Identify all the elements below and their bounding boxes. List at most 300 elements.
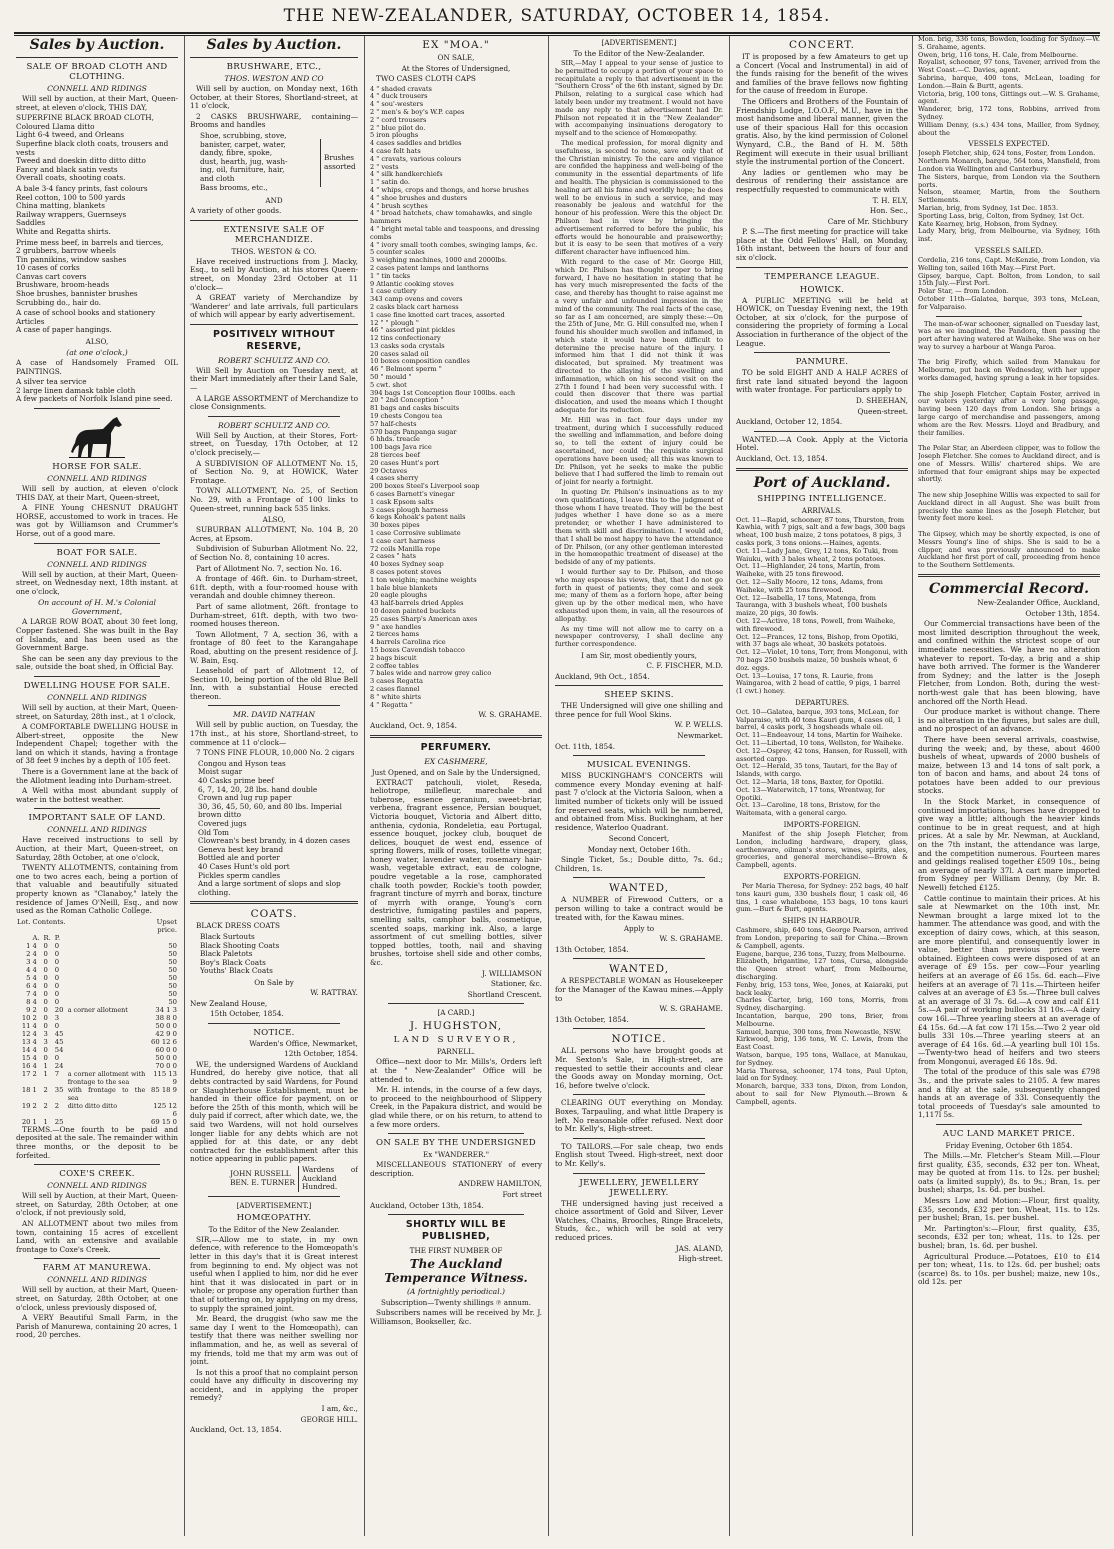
advert-body: Mr. H. intends, in the course of a few days, to proceed to the neighbourhood of Slippery Creek, in the Papakura district, and would be glad while there, or on his return, to attend to a few more orders. bbox=[370, 1085, 542, 1129]
list-item: 30 boxes pipes bbox=[370, 521, 420, 530]
table-cell: 4 bbox=[32, 949, 37, 958]
table-row bbox=[16, 982, 178, 990]
list-item: Black Shooting Coats bbox=[200, 940, 280, 950]
exports-text: Per Maria Theresa, for Sydney: 252 bags, 40 half tons kauri gum, 330 bushels flour, 1 cask oil, 46 tins, 1 case whalebone, 153 bags, 10 tons kauri gum.—Burt & Burt, agents. bbox=[736, 882, 908, 914]
table-cell: 8 bbox=[26, 997, 31, 1006]
table-cell: 10 bbox=[21, 1013, 31, 1022]
advert-date: 13th October, 1854. bbox=[555, 944, 629, 954]
list-item: 4 " duck trousers bbox=[370, 92, 428, 101]
list-item: Clowrean's best brandy, in 4 dozen cases bbox=[198, 836, 350, 846]
divider bbox=[573, 877, 705, 878]
list-item: 1 " satin do. bbox=[370, 178, 411, 187]
divider bbox=[573, 1138, 705, 1139]
divider bbox=[736, 468, 908, 471]
list-item: A silver tea service bbox=[16, 377, 87, 387]
column-rule bbox=[912, 36, 913, 1536]
item-list bbox=[16, 239, 178, 308]
article-body: Our produce market is without change. There is no alteration in the figures, but sales are dull, and no prospect of an advance. bbox=[918, 707, 1100, 734]
table-row bbox=[16, 966, 178, 974]
list-item: 6, 7, 14, 20, 28 lbs. hand double bbox=[198, 784, 318, 794]
table-cell: 2 bbox=[43, 1101, 48, 1110]
table-cell: 13 bbox=[21, 1037, 31, 1046]
table-cell: 0 bbox=[43, 1005, 48, 1014]
list-item: Boy's Black Coats bbox=[200, 957, 266, 967]
table-cell: 25 bbox=[54, 1117, 64, 1126]
advert-body: 2 CASKS BRUSHWARE, containing— Brooms and handles bbox=[190, 111, 358, 130]
advert-body: A FINE Young CHESNUT DRAUGHT HORSE, accustomed to work in traces. He was got by Williamson and Crummer's Horse, out of a good mare. bbox=[16, 503, 178, 538]
onsale-label: On Sale by bbox=[254, 977, 294, 987]
divider bbox=[34, 808, 160, 809]
list-item: Oct. 12—Frances, 12 tons, Bishop, from Opotiki, with 37 bags ale wheat, 30 baskets potatoes. bbox=[736, 632, 899, 649]
advert-intro: Have received instructions to sell by Auction, at their Mart, Queen-street, on Saturday, 28th October, at one o'clock, bbox=[16, 835, 178, 862]
paper-name: The Auckland Temperance Witness. bbox=[384, 1257, 528, 1286]
table-cell: 35 bbox=[54, 1085, 64, 1094]
letter-body: As my time will not allow me to carry on a newspaper controversy, I shall decline any further correspondence. bbox=[555, 624, 723, 649]
list-item: 46 " assorted pint pickles bbox=[370, 326, 456, 335]
divider bbox=[190, 901, 358, 904]
list-item: A case of Handsomely Framed OIL PAINTINGS. bbox=[16, 358, 178, 376]
table-cell: 1 bbox=[43, 1117, 48, 1126]
apply-label: Apply to bbox=[623, 924, 655, 934]
also-time: (at one o'clock,) bbox=[66, 348, 128, 358]
divider bbox=[34, 1258, 160, 1259]
letter-body: SIR,—May I appeal to your sense of justice to be permitted to occupy a portion of your space to recapitulate a reply to that advertisement in the "Southern Cross" of the 6th instant, signed by Dr. Philson, relating to a surgical case which had lately been under my treatment. I would not have made any reply to that advertisement had Dr. Philson not repeated it in the "New Zealander" with accompanying insinuations derogatory to myself and to the science of Homœopathy. bbox=[555, 59, 723, 138]
section-subheader: Friday Evening, October 6th 1854. bbox=[945, 1141, 1073, 1151]
table-cell: 0 bbox=[43, 997, 48, 1006]
table-cell bbox=[67, 966, 147, 974]
table-cell: 0 bbox=[54, 973, 60, 982]
divider bbox=[190, 57, 358, 58]
advert-body: TWENTY ALLOTMENTS, containing from one to two acres each, being a portion of that valuable and beautifully situated property known as "Clanaboy," lately the residence of James O'Neill, Esq., and now used as the Roman Catholic College. bbox=[16, 863, 178, 916]
advert-intro: Will sell by auction, at eleven o'clock THIS DAY, at their Mart, Queen-street, bbox=[16, 484, 178, 502]
list-item: 1 case fine knotted cart traces, assorted bbox=[370, 310, 505, 319]
table-cell: 0 bbox=[54, 965, 60, 974]
list-item: Oct. 12—Sally Moore, 12 tons, Adams, from Waiheke, with 25 tons firewood. bbox=[736, 577, 883, 594]
also-label: ALSO, bbox=[262, 515, 286, 525]
table-cell: 4 bbox=[32, 1061, 37, 1070]
signature: GEORGE HILL. bbox=[300, 1414, 358, 1424]
list-item: 10 dozen painted buckets bbox=[370, 606, 456, 615]
table-cell: 18 bbox=[21, 1085, 31, 1094]
advert-body: BLACK DRESS COATS bbox=[196, 921, 280, 931]
advert-body: A GREAT variety of Merchandize by 'Wanderer' and late arrivals, full particulars of which will appear by early advertisement. bbox=[190, 293, 358, 320]
advert-body: AN ALLOTMENT about two miles from town, containing 15 acres of excellent Land, with an extensive and available frontage to Coxe's Creek. bbox=[16, 1218, 178, 1254]
letter-to: To the Editor of the New Zealander. bbox=[208, 1224, 340, 1234]
advert-body: Part of same allotment, 26ft. frontage to Durham-street, 61ft. depth, with two two-roomed houses thereon. bbox=[190, 601, 358, 629]
advert-howick-allotment bbox=[190, 421, 358, 702]
newspaper-title: THE NEW-ZEALANDER, SATURDAY, OCTOBER 14, 1854. bbox=[283, 6, 831, 26]
advert-title: EXTENSIVE SALE OF MERCHANDIZE. bbox=[223, 224, 325, 245]
table-cell: 34 1 3 bbox=[155, 1005, 177, 1014]
signature-block bbox=[190, 1166, 358, 1192]
table-cell: 1 bbox=[26, 941, 31, 950]
advert-title: IMPORTANT SALE OF LAND. bbox=[28, 813, 166, 824]
signature: W. S. GRAHAME. bbox=[478, 710, 542, 720]
advert-date: Auckland, Oct. 9, 1854. bbox=[370, 720, 457, 730]
list-item: 4 barrels Carolina rice bbox=[370, 638, 446, 647]
advert-date: Auckland, Oct. 13, 1854. bbox=[736, 453, 828, 463]
table-cell: 0 bbox=[43, 1045, 48, 1054]
list-item: 10 boxes composition candles bbox=[370, 357, 470, 366]
table-cell: 2 bbox=[32, 1005, 37, 1014]
list-item: 6 cases Barnett's vinegar bbox=[370, 490, 455, 499]
divider bbox=[918, 574, 1100, 577]
divider bbox=[208, 1196, 340, 1197]
table-cell: 15 bbox=[21, 1053, 31, 1062]
advert-title: SHEEP SKINS. bbox=[604, 690, 674, 701]
list-item: 7 bales wide and narrow grey calico bbox=[370, 669, 492, 678]
table-cell bbox=[67, 942, 147, 950]
advert-terms: TERMS.—One fourth to be paid and deposited at the sale. The remainder within three months, or the deposit to be forfeited. bbox=[16, 1124, 178, 1160]
shipping-news: The man-of-war schooner, signalled on Tuesday last, was as we imagined, the Pandora, then passing the port after having watered at Waiheke. She was on her way to survey a harbour at Wanga Paroa. The brig Firefly, which sailed from Manukau for Melbourne, put back on Wednesday, with her upper works damaged, having sprung a leak in her topsides. The ship Joseph Fletcher, Captain Foster, arrived in our waters yesterday after a very long passage, having been 120 days from London. She brings a large cargo of merchandise and passengers, among whom are the Rev. Messrs. Lloyd and Bradbury, and their families. The Polar Star, an Aberdeen clipper, was to follow the Joseph Fletcher. She comes to Auckland direct, and is one of Messrs. Willis' chartered ships. We are informed that four emigrant ships may be expected shortly. The new ship Josephine Willis was expected to sail for Auckland direct in all August. She was built from precisely the same lines as the Joseph Fletcher, but twenty feet more keel. The Gipsey, which may be shortly expected, is one of Messrs Young's line of ships. She is said to be a clipper, and was previously announced to make Auckland her first port of call, proceeding from hence to the Southern Settlements. bbox=[918, 319, 1100, 570]
section-subheader: SHIPPING INTELLIGENCE. bbox=[757, 493, 887, 504]
advert-brushware bbox=[190, 62, 358, 216]
list-item: Tweed and doeskin ditto ditto ditto bbox=[16, 156, 146, 166]
advert-body: WE, the undersigned Wardens of Auckland Hundred, do hereby give notice, that all debts contracted by said Wardens, for Pound or Slaughterhouse Establishment, must be handed in their office for payment, on or before the 25th of this month, which will be duly paid if correct, after which date, we, the said two Wardens, will not hold ourselves longer liable for any debts which are not applied for at this date, or any debt contracted for the establishment after this notice appearing in public papers. bbox=[190, 1059, 358, 1164]
advert-title: CONCERT. bbox=[788, 39, 856, 51]
column-5 bbox=[736, 36, 908, 1536]
advert-title: HOMŒOPATHY. bbox=[236, 1212, 312, 1223]
table-cell bbox=[67, 1030, 147, 1038]
table-cell: 0 bbox=[54, 941, 60, 950]
list-item: Oct. 12—Osprey, 42 tons, Hansen, for Russell, with assorted cargo. bbox=[736, 746, 908, 763]
advert-title: TEMPERANCE LEAGUE. bbox=[764, 271, 880, 282]
list-item: Oct. 10—Galatea, barque, 393 tons, McLean, for Valparaiso, with 40 tons Kauri gum, 4 cases oil, 1 barrel, 4 casks pork, 3 hogsheads whale oil. bbox=[736, 707, 902, 732]
advert-body: WANTED.—A Cook. Apply at the Victoria Hotel. bbox=[736, 434, 908, 453]
advert-body: She can be seen any day previous to the sale, outside the boat shed, in Official Bay. bbox=[16, 653, 178, 672]
list-item: 40 Casks prime beef bbox=[198, 776, 274, 786]
table-cell: with frontage to the sea bbox=[67, 1085, 146, 1102]
list-item: Shoe, scrubbing, stove, bbox=[200, 130, 287, 140]
table-cell: 3 bbox=[54, 1013, 60, 1022]
signature-role: Newmarket. bbox=[677, 730, 723, 740]
table-row bbox=[16, 1054, 178, 1062]
column-2 bbox=[190, 36, 358, 1536]
advert-title: EX "MOA." bbox=[422, 39, 490, 51]
advert-wanted-woman bbox=[555, 963, 723, 1024]
list-item: Black Paletots bbox=[200, 949, 253, 959]
signature-role: Queen-street. bbox=[857, 406, 908, 416]
departures-list bbox=[736, 709, 908, 818]
item-list bbox=[190, 760, 358, 898]
item-list bbox=[16, 185, 178, 237]
column-1 bbox=[16, 36, 178, 1536]
list-item: Brushware, broom-heads bbox=[16, 280, 110, 290]
table-row bbox=[16, 1006, 178, 1014]
signature: W. P. WELLS. bbox=[674, 720, 723, 730]
table-cell: 4 bbox=[32, 941, 37, 950]
advert-intro: Will Sell by Auction on Tuesday next, at their Mart immediately after their Land Sale,— bbox=[190, 365, 358, 393]
table-cell: 12 bbox=[21, 1029, 31, 1038]
table-row bbox=[16, 942, 178, 950]
also-label: ALSO, bbox=[85, 337, 109, 347]
advert-body: MISCELLANEOUS STATIONERY of every description. bbox=[370, 1160, 542, 1178]
table-cell: 9 bbox=[26, 1005, 31, 1014]
advert-without-reserve bbox=[190, 329, 358, 412]
table-cell: 0 bbox=[43, 949, 48, 958]
divider bbox=[208, 1023, 340, 1024]
list-item: 30, 36, 45, 50, 60, and 80 lbs. Imperial brown ditto bbox=[198, 801, 342, 820]
advert-sub: HOWICK. bbox=[799, 284, 845, 295]
advert-title: WANTED, bbox=[608, 963, 670, 976]
signature-role: Wardens of Auckland Hundred. bbox=[298, 1166, 358, 1192]
unit-cell: A. bbox=[32, 933, 40, 942]
column-4 bbox=[555, 36, 723, 1536]
advert-tag: [ADVERTISEMENT.] bbox=[236, 1200, 312, 1210]
table-cell: 17 bbox=[21, 1069, 31, 1078]
divider bbox=[208, 705, 340, 706]
table-cell: 4 bbox=[32, 973, 37, 982]
list-item: 40 Cases Hunt's old port bbox=[198, 861, 290, 871]
table-cell: 0 bbox=[43, 957, 48, 966]
advert-account: On account of H. M.'s Colonial Government, bbox=[38, 598, 156, 617]
column-3 bbox=[370, 36, 542, 1536]
table-cell: 0 bbox=[43, 1053, 48, 1062]
list-item: 1 case cart harness bbox=[370, 536, 436, 545]
table-cell: 1 bbox=[32, 1117, 37, 1126]
advert-body: TO TAILORS.—For sale cheap, two ends English stout Tweed. High-street, next door to Mr. Kelly's. bbox=[555, 1141, 723, 1168]
advert-date: Oct. 11th, 1854. bbox=[555, 741, 616, 751]
table-cell: 3 bbox=[43, 1037, 48, 1046]
section-subheader: ARRIVALS. bbox=[801, 505, 843, 515]
unit-cell: P. bbox=[54, 933, 61, 942]
auctioneer: CONNELL AND RIDINGS bbox=[47, 84, 147, 93]
letter-body: Mr. Beard, the druggist (who saw me the same day I went to the Homœopath), can testify that there was neither swelling nor inflammation, and he, as well as several of my friends, told me that my arm was out of joint. bbox=[190, 1314, 358, 1367]
list-item: Fancy and black satin vests bbox=[16, 164, 118, 174]
list-item: 1 bale blue blankets bbox=[370, 583, 438, 592]
letter-body: I would further say to Dr. Philson, and those who may espouse his views, that, that I do not go forth in quest of patients; they come and seek me; many of them as a forlorn hope, after being given up by the other medical men, who have exhausted upon them, in vain, all the resources of allopathy. bbox=[555, 568, 723, 623]
advert-date: October 13th, 1854. bbox=[1025, 608, 1100, 618]
list-item: 2 cases patent lamps and lanthorns bbox=[370, 263, 489, 272]
list-item: 81 bags and casks biscuits bbox=[370, 404, 460, 413]
list-item: 1 case Corrosive sublimate bbox=[370, 529, 461, 538]
signature: W. S. GRAHAME. bbox=[659, 934, 723, 944]
advert-sub: ON SALE, bbox=[437, 53, 475, 62]
signature: T. H. ELY, bbox=[872, 195, 908, 205]
list-item: Canvas cart covers bbox=[16, 271, 87, 281]
section-header: Sales by Auction. bbox=[206, 37, 342, 53]
list-item: 4 " Regatta " bbox=[370, 700, 413, 709]
column-rule bbox=[184, 36, 185, 1536]
divider bbox=[936, 316, 1082, 317]
list-item: Black Surtouts bbox=[200, 931, 255, 941]
auctioneer: CONNELL AND RIDINGS bbox=[47, 692, 147, 702]
advert-sexton-notice bbox=[555, 1033, 723, 1090]
list-item: Overall coats, shooting coats. bbox=[16, 173, 126, 183]
section-header: Commercial Record. bbox=[929, 581, 1089, 597]
table-cell bbox=[67, 1014, 147, 1022]
advert-intro: Will sell by auction, at their Mart, Queen-street, at eleven o'clock, THIS DAY, bbox=[16, 94, 178, 112]
divider bbox=[34, 676, 160, 677]
table-cell: 45 bbox=[54, 1037, 64, 1046]
list-item: 5 counter scales bbox=[370, 248, 425, 257]
auctioneer: ROBERT SCHULTZ AND CO. bbox=[218, 355, 330, 365]
section-header: Sales by Auction. bbox=[29, 37, 165, 53]
advert-title: MUSICAL EVENINGS. bbox=[586, 760, 691, 771]
divider bbox=[573, 755, 705, 756]
article-body: In the Stock Market, in consequence of continued importations, horses have dropped to give way a little; although the heavier kinds continue to be in great request, and at high prices. At a sale by Mr. Newman, at Auckland, on the 7th instant, the attendance was large, and the competition numerous. Fourteen mares and geldings realised together £509 10s., being an average of nearly 37l. A cart mare imported from Sydney per William Denny, (by Mr. B. Newell) fetched £125. bbox=[918, 797, 1100, 892]
advert-title: SALE OF BROAD CLOTH AND CLOTHING. bbox=[26, 62, 168, 82]
table-cell: 54 bbox=[54, 1045, 64, 1054]
table-cell: 115 13 9 bbox=[153, 1069, 177, 1086]
list-item: Crown and lug rup paper bbox=[198, 793, 292, 803]
list-item: and cloth bbox=[200, 173, 235, 183]
signature-role: Hon. Sec., bbox=[869, 206, 908, 216]
table-cell bbox=[67, 1062, 147, 1070]
list-item: 4 " sou'-westers bbox=[370, 100, 424, 109]
advert-sub: PARNELL. bbox=[436, 1047, 476, 1057]
list-item: 3 cases plough harness bbox=[370, 505, 449, 514]
advert-temperance-witness bbox=[370, 1219, 542, 1326]
advert-body: A Well witha most abundant supply of water in the bottest weather. bbox=[16, 786, 178, 804]
brush-list-wrap bbox=[190, 132, 358, 194]
list-item: 43 half-barrels dried Apples bbox=[370, 599, 464, 608]
list-item: Oct. 12—Violet, 10 tons, Torr, from Mongonui, with 70 bags 250 bushels maize, 50 bushels wheat, 6 doz. eggs. bbox=[736, 648, 908, 672]
table-cell: 42 9 0 bbox=[155, 1029, 177, 1038]
list-item: 25 cases Sharp's American axes bbox=[370, 614, 478, 623]
horse-icon bbox=[67, 413, 127, 459]
advert-tag: [A CARD.] bbox=[437, 1008, 475, 1018]
table-cell: 4 bbox=[26, 965, 31, 974]
table-cell: 5 bbox=[26, 973, 31, 982]
list-item: 2 cases " hats bbox=[370, 552, 417, 561]
letter-body: In quoting Dr. Philson's insinuations as to my own qualifications, I leave this to the judgment of those whom I have treated. They will be the best judges whether I have done so as a mere pretender, or whether I have administered to them with skill and discrimination. I would add, that I shall be most happy to have the attendance of Dr. Philson, (or any other gentleman interested in the homœopathic treatment of disease) at the bedside of any of my patients. bbox=[555, 488, 723, 567]
list-item: 10 cases of corks bbox=[16, 263, 80, 273]
advert-clearing-out bbox=[555, 1099, 723, 1133]
advert-sub: EX CASHMERE, bbox=[424, 756, 488, 766]
letter-body: Mr. Hill was in fact four days under my treatment, during which I successfully reduced the swelling and inflammation, and before doing so, to tell the extent of injury could be ascertained, nor could the requisite surgical operations have been used; all this was known to Dr. Philson, yet he seeks to make the public believe that I had suffered the limb to remain out of joint for nearly a fortnight. bbox=[555, 415, 723, 487]
advert-boat bbox=[16, 548, 178, 672]
advert-body: TWO CASES CLOTH CAPS bbox=[376, 74, 476, 83]
divider bbox=[208, 416, 340, 417]
and-label: AND bbox=[265, 196, 283, 206]
table-cell: 50 bbox=[168, 957, 177, 966]
list-item: 72 coils Manilla rope bbox=[370, 544, 441, 553]
advert-body: TO be sold EIGHT AND A HALF ACRES of first rate land situated beyond the lagoon with water frontage. For particulars apply to bbox=[736, 368, 908, 395]
list-item: Congou and Hyson teas bbox=[198, 758, 286, 768]
table-cell: ditto ditto ditto bbox=[67, 1101, 118, 1110]
list-item: Oct. 12—Maria, 18 tons, Baxter, for Opotiki. bbox=[736, 778, 884, 787]
list-item: Oct. 11—Libertad, 10 tons, Wellston, for Waiheke. bbox=[736, 739, 904, 748]
advert-body: Subdivision of Suburban Allotment No. 22, of Section No. 8, containing 10 acres. bbox=[190, 544, 358, 562]
table-cell: 0 bbox=[54, 957, 60, 966]
table-units bbox=[16, 934, 178, 942]
list-item: 6 kegs Kohoak's patent nails bbox=[370, 513, 466, 522]
table-cell: 20 bbox=[21, 1117, 31, 1126]
list-item: Oct. 11—Endeavour, 14 tons, Martin for Waiheke. bbox=[736, 731, 903, 740]
divider bbox=[190, 220, 358, 221]
list-item: 5 cwt. shot bbox=[370, 380, 407, 389]
divider bbox=[34, 408, 160, 409]
list-item: 2 casks black cart harness bbox=[370, 302, 459, 311]
table-row bbox=[16, 974, 178, 982]
list-item: 19 chests Congou tea bbox=[370, 412, 443, 421]
advert-intro: Will Sell by Auction, at their Stores, Fort-street, on Tuesday, 17th October, at 12 o'clock precisely,— bbox=[190, 430, 358, 458]
advert-body: A LARGE ASSORTMENT of Merchandize to close Consignments. bbox=[190, 393, 358, 412]
list-item: 3 cases Regatta bbox=[370, 677, 423, 686]
signature: W. RATTRAY. bbox=[310, 987, 358, 997]
list-item: 4 cases saddles and bridles bbox=[370, 139, 462, 148]
list-item: 15 boxes Cavendish tobacco bbox=[370, 645, 465, 654]
advert-wardens-notice bbox=[190, 1028, 358, 1192]
advert-intro: Will sell by public auction, on Tuesday, the 17th inst., at his store, Shortland-street, to commence at 11 o'clock— bbox=[190, 720, 358, 747]
table-cell: 69 15 0 bbox=[151, 1117, 177, 1126]
list-item: Oct. 13—Louisa, 17 tons, R. Laurie, from Waingaroa, with 2 head of cattle, 9 pigs, 1 barrel (1 cwt.) honey. bbox=[736, 671, 901, 696]
market-prices bbox=[918, 1129, 1100, 1287]
advert-sub: LAND SURVEYOR, bbox=[393, 1035, 519, 1046]
divider bbox=[555, 685, 723, 686]
advert-jewellery bbox=[555, 1178, 723, 1264]
list-item: 1 cask Epsom salts bbox=[370, 497, 434, 506]
arrivals-list bbox=[736, 517, 908, 696]
advert-sub: Subscription—Twenty shillings ℗ annum. bbox=[380, 1298, 532, 1308]
list-item: 2 bags biscuit bbox=[370, 653, 417, 662]
table-cell: 7 bbox=[26, 989, 31, 998]
advert-broad-cloth bbox=[16, 62, 178, 404]
table-row bbox=[16, 990, 178, 998]
list-item: 20 " 2nd Conception " bbox=[370, 396, 444, 405]
table-cell: 1 bbox=[43, 1069, 48, 1078]
list-item: Old Tom bbox=[198, 827, 229, 837]
list-item: Oct. 11—Highlander, 24 tons, Martin, from Waiheke, with 25 tons firewood. bbox=[736, 562, 881, 579]
advert-place: New Zealand House, bbox=[190, 998, 268, 1008]
advert-sub: THE FIRST NUMBER OF bbox=[409, 1246, 503, 1256]
table-cell: 2 bbox=[54, 1101, 60, 1110]
advert-body: THE Undersigned will give one shilling and three pence for full Wool Skins. bbox=[555, 701, 723, 719]
advert-date: Auckland, October 12, 1854. bbox=[736, 417, 843, 427]
advert-intro: Will sell by auction, at their Mart, Queen-street, on Saturday, 28th inst., at 1 o'clock, bbox=[16, 702, 178, 721]
list-item: Oct. 13—Caroline, 18 tons, Bristow, for the Waitemata, with a general cargo. bbox=[736, 801, 881, 818]
section-header: AUC LAND MARKET PRICE. bbox=[942, 1129, 1076, 1140]
advert-title: DWELLING HOUSE FOR SALE. bbox=[23, 680, 171, 691]
list-item: 50 " mould " bbox=[370, 373, 412, 382]
advert-intro: Will sell by Auction, at their Mart, Queen-street, on Saturday, 28th October, at one o'clock, if not previously sold, bbox=[16, 1191, 178, 1218]
advert-body: MISS BUCKINGHAM'S CONCERTS will commence every Monday evening at half-past 7 o'clock at the Victoria Saloon, when a limited number of tickets only will be issued for reserved seats, which will be numbered, and obtained from Miss. Buckingham, at her residence, Waterloo Quadrant. bbox=[555, 771, 723, 832]
list-item: A few packets of Norfolk Island pine seed. bbox=[16, 394, 173, 404]
table-row bbox=[16, 1038, 178, 1046]
table-cell: 16 bbox=[21, 1061, 31, 1070]
list-item: 4 " brush scythes bbox=[370, 201, 428, 210]
advert-title: J. HUGHSTON, bbox=[409, 1020, 503, 1033]
table-cell: 50 0 0 bbox=[155, 1053, 177, 1062]
table-cell: 4 bbox=[32, 1053, 37, 1062]
table-cell: 4 bbox=[32, 1029, 37, 1038]
list-item: 2 " blue pilot do. bbox=[370, 123, 426, 132]
letter-body: With regard to the case of Mr. George Hill, which Dr. Philson has thought proper to bring forward, I have no hesitation in stating that he has very much misrepresented the facts of the case, and thereby has thought to raise against me a very unfair and unfounded impression in the mind of the community. The real facts of the case, so far as I am concerned, are simply these:—On the 25th of June, Mr. G. Hill consulted me, when I found his shoulder much swollen and inflamed, in which state it would have been difficult to determine the precise nature of the injury. I informed him that I did not think it was dislocated, but sprained. My treatment was directed to the allaying of the swelling and inflammation, which on his second visit on the 27th I found I had been very successful with. I could then discover that there was partial dislocation, and used the means which I thought adequate for its reduction. bbox=[555, 257, 723, 415]
advert-title: HORSE FOR SALE. bbox=[52, 462, 142, 472]
divider bbox=[16, 57, 178, 58]
column-6 bbox=[918, 36, 1100, 1536]
signature-names bbox=[230, 1170, 295, 1187]
list-item: Covered jugs bbox=[198, 819, 247, 828]
table-cell: 4 bbox=[32, 965, 37, 974]
advert-land-sale bbox=[16, 813, 178, 1160]
section-subheader: SHIPS IN HARBOUR. bbox=[782, 916, 862, 926]
list-item: 343 camp ovens and covers bbox=[370, 295, 463, 304]
divider bbox=[573, 1028, 705, 1029]
list-item: Moist sugar bbox=[198, 767, 243, 777]
advert-homoeopathy-letter bbox=[190, 1201, 358, 1435]
list-item: Reel cotton, 100 to 500 yards bbox=[16, 192, 126, 202]
advert-postscript: P. S.—The first meeting for practice will take place at the Odd Fellows' Hall, on Monday, 16th instant, between the hours of four and six o'clock. bbox=[736, 227, 908, 263]
header-cell bbox=[67, 918, 147, 934]
list-item: Oct. 13—Waterwitch, 17 tons, Wrentway, for Opotiki. bbox=[736, 785, 885, 802]
advert-title: NOTICE. bbox=[253, 1027, 295, 1038]
signature-role: Stationer, &c. bbox=[490, 979, 542, 989]
table-cell: 2 bbox=[26, 949, 31, 958]
advert-body: A VERY Beautiful Small Farm, in the Parish of Manurewa, containing 20 acres, 1 rood, 20 perches. bbox=[16, 1313, 178, 1340]
list-item: Superfine black cloth coats, trousers and vests bbox=[16, 138, 169, 157]
